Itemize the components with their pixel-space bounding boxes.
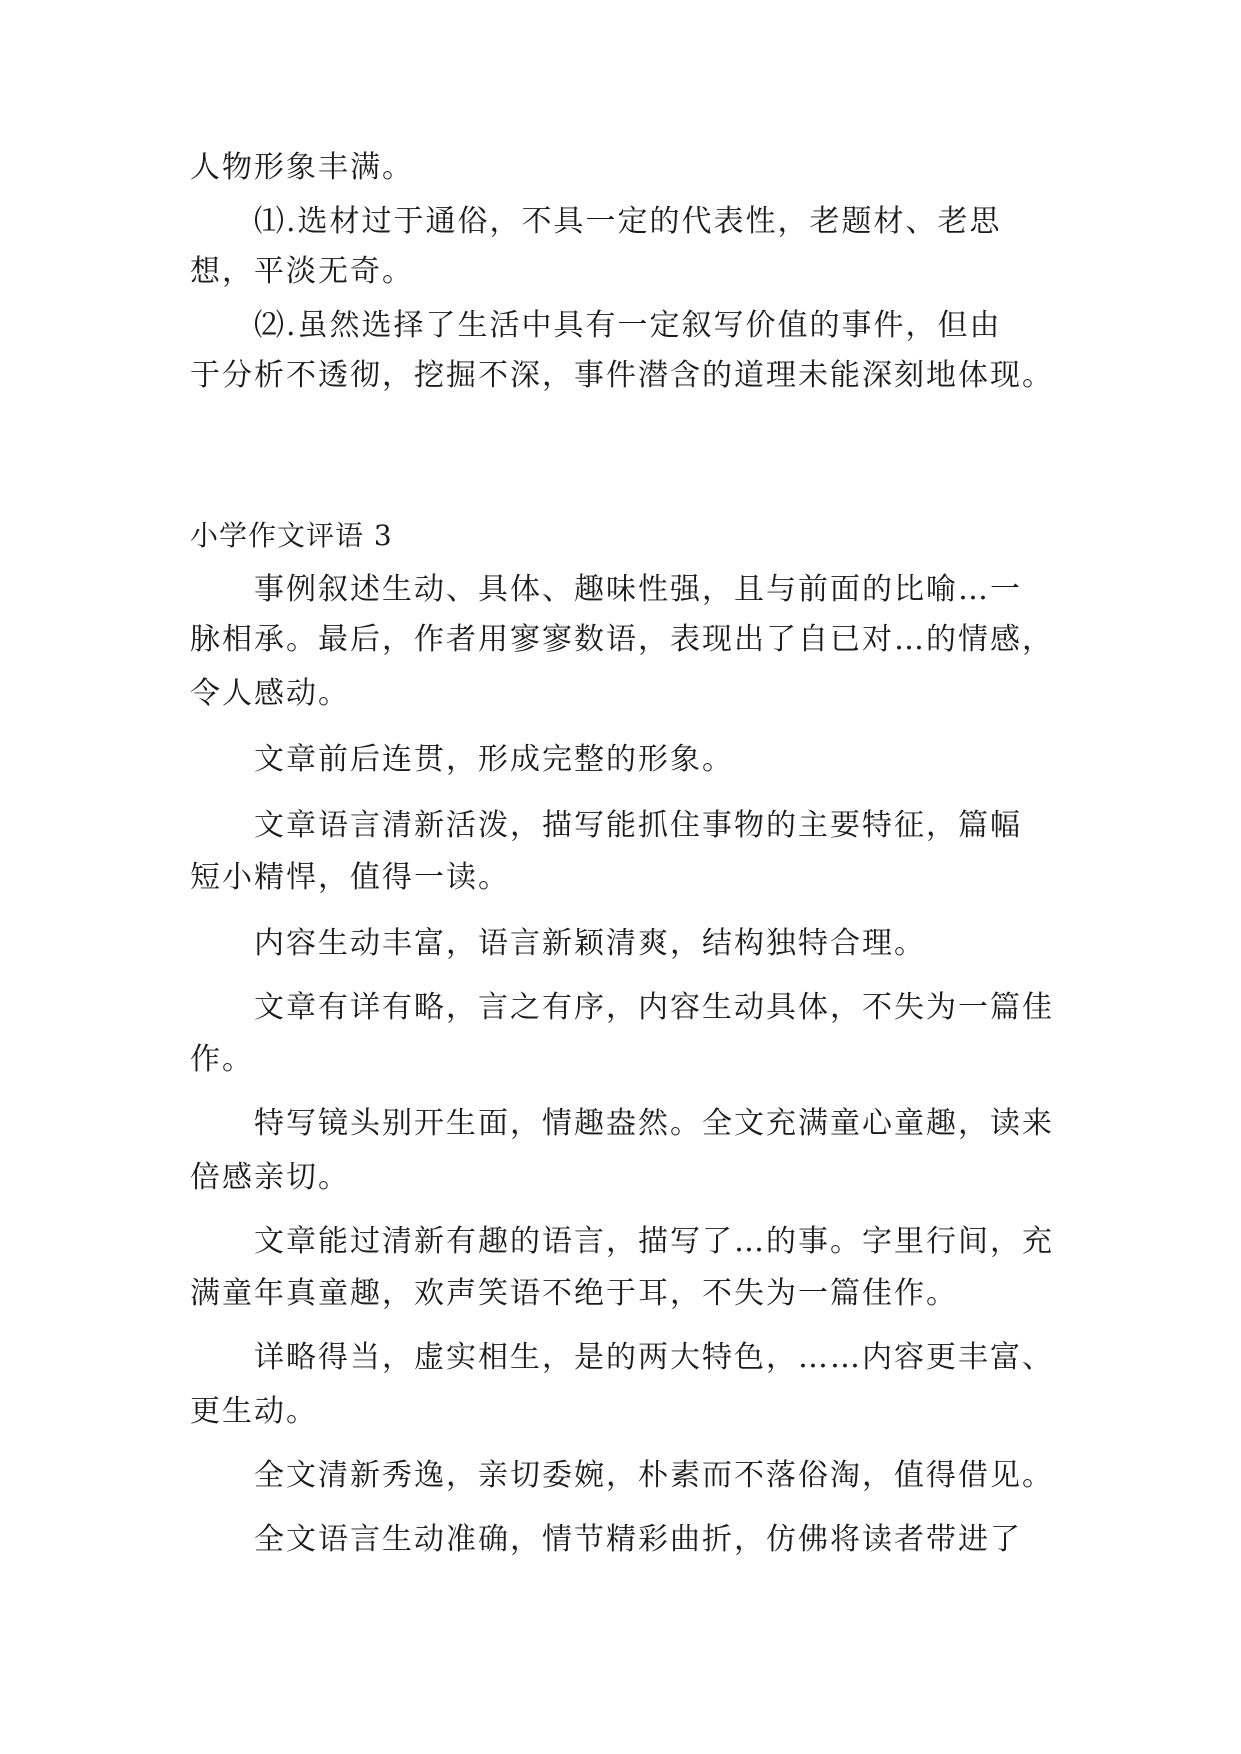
text-line: 特写镜头别开生面，情趣盎然。全文充满童心童趣，读来: [254, 1106, 1054, 1141]
text-line: 文章语言清新活泼，描写能抓住事物的主要特征，篇幅: [254, 808, 1022, 843]
text-line: 令人感动。: [190, 676, 350, 711]
text-line: 倍感亲切。: [190, 1160, 350, 1195]
text-line: 作。: [190, 1042, 254, 1077]
text-line: 全文清新秀逸，亲切委婉，朴素而不落俗淘，值得借见。: [254, 1458, 1054, 1493]
text-line: 想，平淡无奇。: [190, 254, 414, 289]
text-line: 文章有详有略，言之有序，内容生动具体，不失为一篇佳: [254, 990, 1054, 1025]
text-line: 文章前后连贯，形成完整的形象。: [254, 742, 734, 777]
text-line: 于分析不透彻，挖掘不深，事件潜含的道理未能深刻地体现。: [190, 358, 1054, 393]
text-line: 内容生动丰富，语言新颖清爽，结构独特合理。: [254, 926, 926, 961]
text-line: ⑵.虽然选择了生活中具有一定叙写价值的事件，但由: [254, 308, 1002, 343]
text-line: 全文语言生动准确，情节精彩曲折，仿佛将读者带进了: [254, 1522, 1022, 1557]
text-line: 详略得当，虚实相生，是的两大特色，……内容更丰富、: [254, 1340, 1054, 1375]
text-line: 人物形象丰满。: [190, 150, 414, 185]
text-line: 满童年真童趣，欢声笑语不绝于耳，不失为一篇佳作。: [190, 1276, 958, 1311]
text-line: ⑴.选材过于通俗，不具一定的代表性，老题材、老思: [254, 204, 1002, 239]
text-line: 短小精悍，值得一读。: [190, 860, 510, 895]
text-line: 文章能过清新有趣的语言，描写了…的事。字里行间，充: [254, 1224, 1054, 1259]
text-line: 事例叙述生动、具体、趣味性强，且与前面的比喻…一: [254, 572, 1022, 607]
text-line: 脉相承。最后，作者用寥寥数语，表现出了自已对…的情感，: [190, 622, 1054, 657]
section-heading: 小学作文评语 3: [190, 519, 393, 552]
text-line: 更生动。: [190, 1394, 318, 1429]
